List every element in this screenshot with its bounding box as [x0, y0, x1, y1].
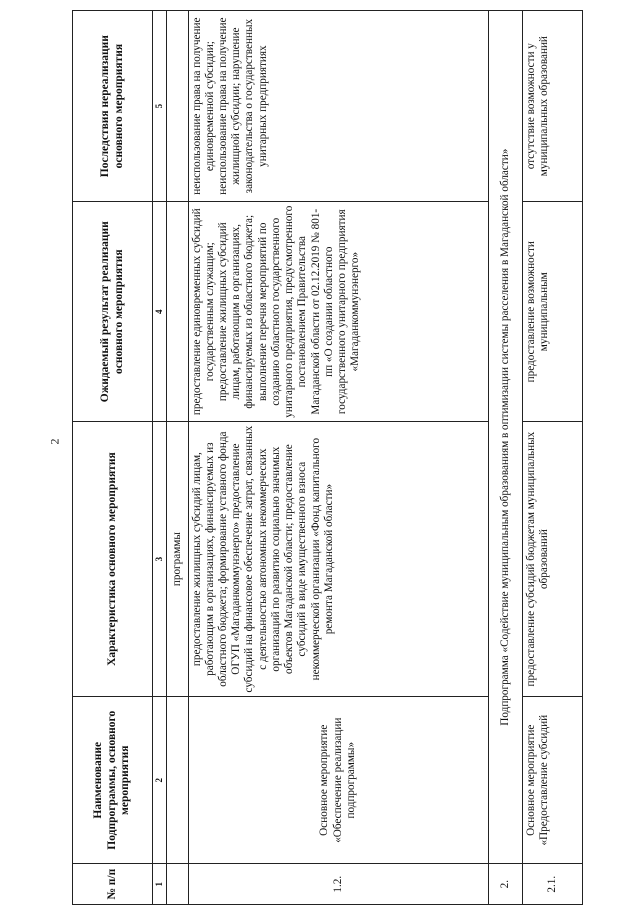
subprogram-title: Подпрограмма «Содействие муниципальным образованиям в оптимизации системы расселения в Магаданской области» — [488, 11, 522, 864]
table-row — [188, 11, 488, 905]
row-number: 2.1. — [522, 864, 582, 905]
measures-table — [72, 10, 583, 905]
col-number: 3 — [153, 422, 167, 697]
measure-name: Основное мероприятие «Обеспечение реализации подпрограммы» — [188, 697, 488, 864]
measure-characteristic: предоставление субсидий бюджетам муниципальных образований — [522, 422, 582, 697]
measure-consequence: неиспользование права на получение единовременной субсидии; неиспользование права на получение жилищной субсидии; нарушение законодательства о государственных унитарных предприятиях — [188, 11, 488, 202]
col-number: 5 — [153, 11, 167, 202]
page-number: 2 — [47, 438, 62, 445]
measure-characteristic: предоставление жилищных субсидий лицам, работающим в организациях, финансируемых из областного бюджета; формирование уставного фонда ОГУП «Магаданкоммунэнерго» предоставление субсидий на финансовое обеспечение затрат, связанных с деятельностью автономных некоммерческих организаций по развитию социально значимых объектов Магаданской области; предоставление субсидий в виде имущественного взноса некоммерческой организации «Фонд капитального ремонта Магаданской области» — [188, 422, 488, 697]
col-number: 1 — [153, 864, 167, 905]
measure-result: предоставление единовременных субсидий государственным служащим; предоставление жилищных субсидий лицам, работающим в организациях, финансируемых из областного бюджета; выполнение перечня мероприятий по созданию областного государственного унитарного предприятия, предусмотренного постановлением Правительства Магаданской области от 02.12.2019 № 801-пп «О создании областного государственного унитарного предприятия «Магаданкоммунэнерго» — [188, 202, 488, 422]
measure-name: Основное мероприятие «Предоставление субсидий — [522, 697, 582, 864]
header-result: Ожидаемый результат реализации основного мероприятия — [73, 202, 153, 422]
col-number: 4 — [153, 202, 167, 422]
row-number: 2. — [488, 864, 522, 905]
column-number-row — [153, 11, 167, 905]
header-consequence: Последствия нереализации основного мероприятия — [73, 11, 153, 202]
subprogram-row — [488, 11, 522, 905]
col-number: 2 — [153, 697, 167, 864]
rotated-table-container — [72, 10, 622, 905]
header-characteristic: Характеристика основного мероприятия — [73, 422, 153, 697]
measure-result: предоставление возможности муниципальным — [522, 202, 582, 422]
carry-over-text: программы — [166, 422, 188, 697]
header-num: № п/п — [73, 864, 153, 905]
header-name: Наименование Подпрограммы, основного мероприятия — [73, 697, 153, 864]
header-row — [73, 11, 153, 905]
row-number: 1.2. — [188, 864, 488, 905]
carry-over-row — [166, 11, 188, 905]
measure-consequence: отсутствие возможности у муниципальных образований — [522, 11, 582, 202]
table-row — [522, 11, 582, 905]
